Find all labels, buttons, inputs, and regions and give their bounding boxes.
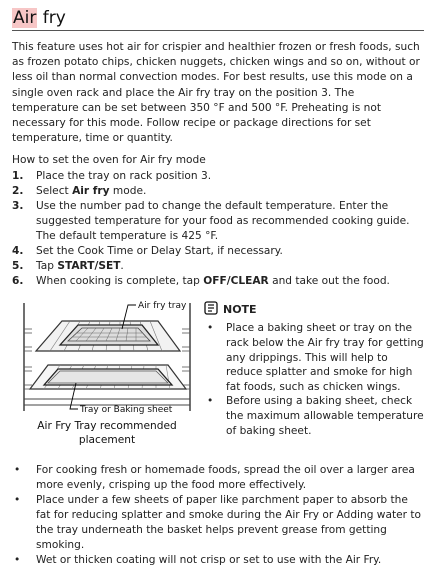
oven-figure	[18, 299, 196, 447]
bullet: •	[207, 322, 214, 335]
bullet: •	[14, 464, 21, 477]
step-text: Tap START/SET.	[36, 260, 124, 273]
note-icon	[204, 301, 218, 318]
howto-heading: How to set the oven for Air fry mode	[12, 154, 206, 167]
step-text: Place the tray on rack position 3.	[36, 170, 212, 183]
figure-and-note	[12, 299, 424, 451]
note-item	[204, 394, 424, 438]
steps-list	[12, 169, 424, 289]
step-number: 4.	[12, 245, 24, 258]
step-text: Use the number pad to change the default temperature. Enter the suggested temperature for your food as recommended cooking guide. The default temperature is 425 °F.	[36, 200, 410, 243]
bullet: •	[14, 554, 21, 567]
step-number: 1.	[12, 170, 24, 183]
air-fry-tray-label: Air fry tray	[138, 301, 187, 312]
title-highlight: Air	[13, 8, 37, 28]
note-box	[204, 301, 424, 438]
title-rest: fry	[37, 8, 66, 28]
step-text: When cooking is complete, tap OFF/CLEAR and take out the food.	[36, 275, 390, 288]
figure-caption: Air Fry Tray recommended placement	[37, 420, 177, 447]
step-item	[12, 274, 424, 289]
bullet: •	[14, 494, 21, 507]
tip-text: Place under a few sheets of paper like parchment paper to absorb the fat for reducing splatter and smoke during the Air Fry or Adding water to the tray underneath the basket helps prevent grease from getting smoking.	[36, 494, 421, 552]
bullet: •	[207, 395, 214, 408]
step-item	[12, 169, 424, 184]
step-item	[12, 184, 424, 199]
step-text: Select Air fry mode.	[36, 185, 147, 198]
step-item	[12, 259, 424, 274]
step-text: Set the Cook Time or Delay Start, if necessary.	[36, 245, 283, 258]
note-list	[204, 321, 424, 438]
note-text: Before using a baking sheet, check the maximum allowable temperature of baking sheet.	[226, 395, 424, 437]
note-text: Place a baking sheet or tray on the rack below the Air fry tray for getting any drippings. This will help to reduce splatter and smoke for high fat foods, such as chicken wings.	[226, 322, 424, 393]
tip-text: For cooking fresh or homemade foods, spread the oil over a larger area more evenly, crisping up the food more effectively.	[36, 464, 415, 492]
manual-page	[12, 6, 424, 568]
baking-sheet	[44, 369, 172, 385]
tip-text: Wet or thicken coating will not crisp or set to use with the Air Fry.	[36, 554, 382, 567]
note-item	[204, 321, 424, 394]
step-number: 3.	[12, 200, 24, 213]
oven-rack-illustration	[18, 299, 196, 417]
step-item	[12, 244, 424, 259]
intro-paragraph: This feature uses hot air for crispier and healthier frozen or fresh foods, such as frozen potato chips, chicken nuggets, chicken wings and so on, without or less oil than normal convection modes. For best results, use this mode on a single oven rack and place the Air fry tray on the position 3. The temperature can be set between 350 °F and 500 °F. Preheating is not necessary for this mode. Follow recipe or package directions for set temperature, time or quantity.	[12, 41, 420, 145]
tip-item	[12, 493, 424, 553]
note-label: NOTE	[223, 302, 257, 316]
section-header	[12, 6, 424, 31]
step-item	[12, 199, 424, 244]
tip-item	[12, 463, 424, 493]
step-number: 2.	[12, 185, 24, 198]
tip-item	[12, 553, 424, 568]
air-fry-tray	[60, 325, 158, 345]
note-heading	[204, 301, 424, 317]
page-title	[12, 7, 66, 29]
step-number: 6.	[12, 275, 24, 288]
tips-list	[12, 463, 424, 568]
step-number: 5.	[12, 260, 24, 273]
baking-sheet-label: Tray or Baking sheet	[80, 405, 173, 416]
